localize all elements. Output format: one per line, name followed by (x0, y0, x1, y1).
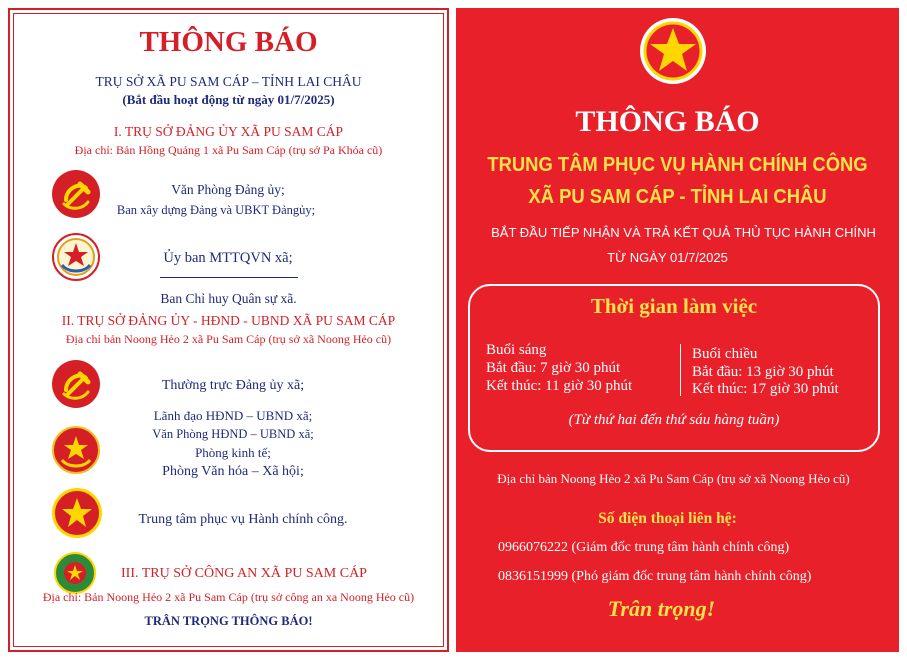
notice-line1: BẮT ĐẦU TIẾP NHẬN VÀ TRẢ KẾT QUẢ THỦ TỤC HÀNH CHÍNH (491, 225, 876, 240)
national-emblem-icon (52, 426, 100, 474)
police-emblem-icon (54, 552, 96, 594)
morning-start: Bắt đầu: 7 giờ 30 phút (486, 360, 621, 376)
phone-2: 0836151999 (Phó giám đốc trung tâm hành chính công) (498, 569, 812, 584)
afternoon-label: Buổi chiều (692, 346, 758, 362)
left-heading: TRỤ SỞ XÃ PU SAM CÁP – TỈNH LAI CHÂU (95, 74, 362, 89)
section1-line4: Ban Chỉ huy Quân sự xã. (160, 291, 297, 306)
section2-line2: Lãnh đạo HĐND – UBND xã; (153, 408, 313, 423)
center-line2: XÃ PU SAM CÁP - TỈNH LAI CHÂU (528, 186, 827, 208)
phone-title: Số điện thoại liên hệ: (598, 510, 737, 527)
section1-line1: Văn Phòng Đảng ủy; (171, 182, 285, 197)
section2-line3: Văn Phòng HĐND – UBND xã; (152, 427, 314, 441)
work-days: (Từ thứ hai đến thứ sáu hàng tuần) (568, 412, 780, 428)
section2-address: Địa chỉ bản Noong Hẻo 2 xã Pu Sam Cáp (trụ sở xã Noong Hẻo cũ) (65, 332, 392, 346)
divider-line (160, 277, 298, 278)
section2-line4: Phòng kinh tế; (195, 445, 271, 460)
right-title: THÔNG BÁO (575, 105, 760, 138)
center-line1: TRUNG TÂM PHỤC VỤ HÀNH CHÍNH CÔNG (487, 154, 868, 176)
section2-line6: Trung tâm phục vụ Hành chính công. (138, 512, 348, 527)
work-title: Thời gian làm việc (590, 294, 758, 318)
left-title: THÔNG BÁO (139, 26, 318, 58)
morning-label: Buổi sáng (486, 342, 547, 358)
working-hours-box (468, 284, 880, 452)
fatherland-front-emblem-icon (52, 233, 100, 281)
public-admin-center-logo-icon (640, 18, 706, 84)
phone-1: 0966076222 (Giám đốc trung tâm hành chính công) (498, 540, 790, 555)
afternoon-start: Bắt đầu: 13 giờ 30 phút (692, 364, 834, 380)
section3-address: Địa chỉ: Bản Noong Hẻo 2 xã Pu Sam Cáp (trụ sở công an xa Noong Hẻo cũ) (42, 590, 415, 604)
section2-line5: Phòng Văn hóa – Xã hội; (162, 464, 304, 479)
afternoon-end: Kết thúc: 17 giờ 30 phút (692, 381, 839, 397)
right-notice-panel (456, 8, 899, 652)
left-subheading: (Bắt đầu hoạt động từ ngày 01/7/2025) (122, 92, 335, 107)
section1-title: I. TRỤ SỞ ĐẢNG ỦY XÃ PU SAM CÁP (113, 124, 344, 139)
section1-line2: Ban xây dựng Đảng và UBKT Đảngủy; (116, 203, 316, 217)
right-closing: Trân trọng! (607, 596, 716, 621)
left-closing: TRÂN TRỌNG THÔNG BÁO! (144, 614, 313, 628)
section3-title: III. TRỤ SỞ CÔNG AN XÃ PU SAM CÁP (121, 566, 367, 581)
section1-line3: Ủy ban MTTQVN xã; (163, 250, 293, 266)
left-notice-panel (8, 8, 449, 652)
party-emblem-icon (52, 360, 100, 408)
notice-line2: TỪ NGÀY 01/7/2025 (607, 250, 728, 265)
right-address: Địa chỉ bản Noong Hẻo 2 xã Pu Sam Cáp (trụ sở xã Noong Hẻo cũ) (497, 471, 850, 486)
section2-line1: Thường trực Đảng ủy xã; (161, 378, 305, 393)
public-admin-center-emblem-icon (52, 488, 102, 538)
section1-address: Địa chỉ: Bản Hồng Quảng 1 xã Pu Sam Cáp (trụ sở Pa Khóa cũ) (74, 143, 383, 157)
morning-end: Kết thúc: 11 giờ 30 phút (486, 378, 633, 394)
column-divider (680, 344, 681, 396)
section2-title: II. TRỤ SỞ ĐẢNG ỦY - HĐND - UBND XÃ PU SAM CÁP (61, 313, 396, 328)
